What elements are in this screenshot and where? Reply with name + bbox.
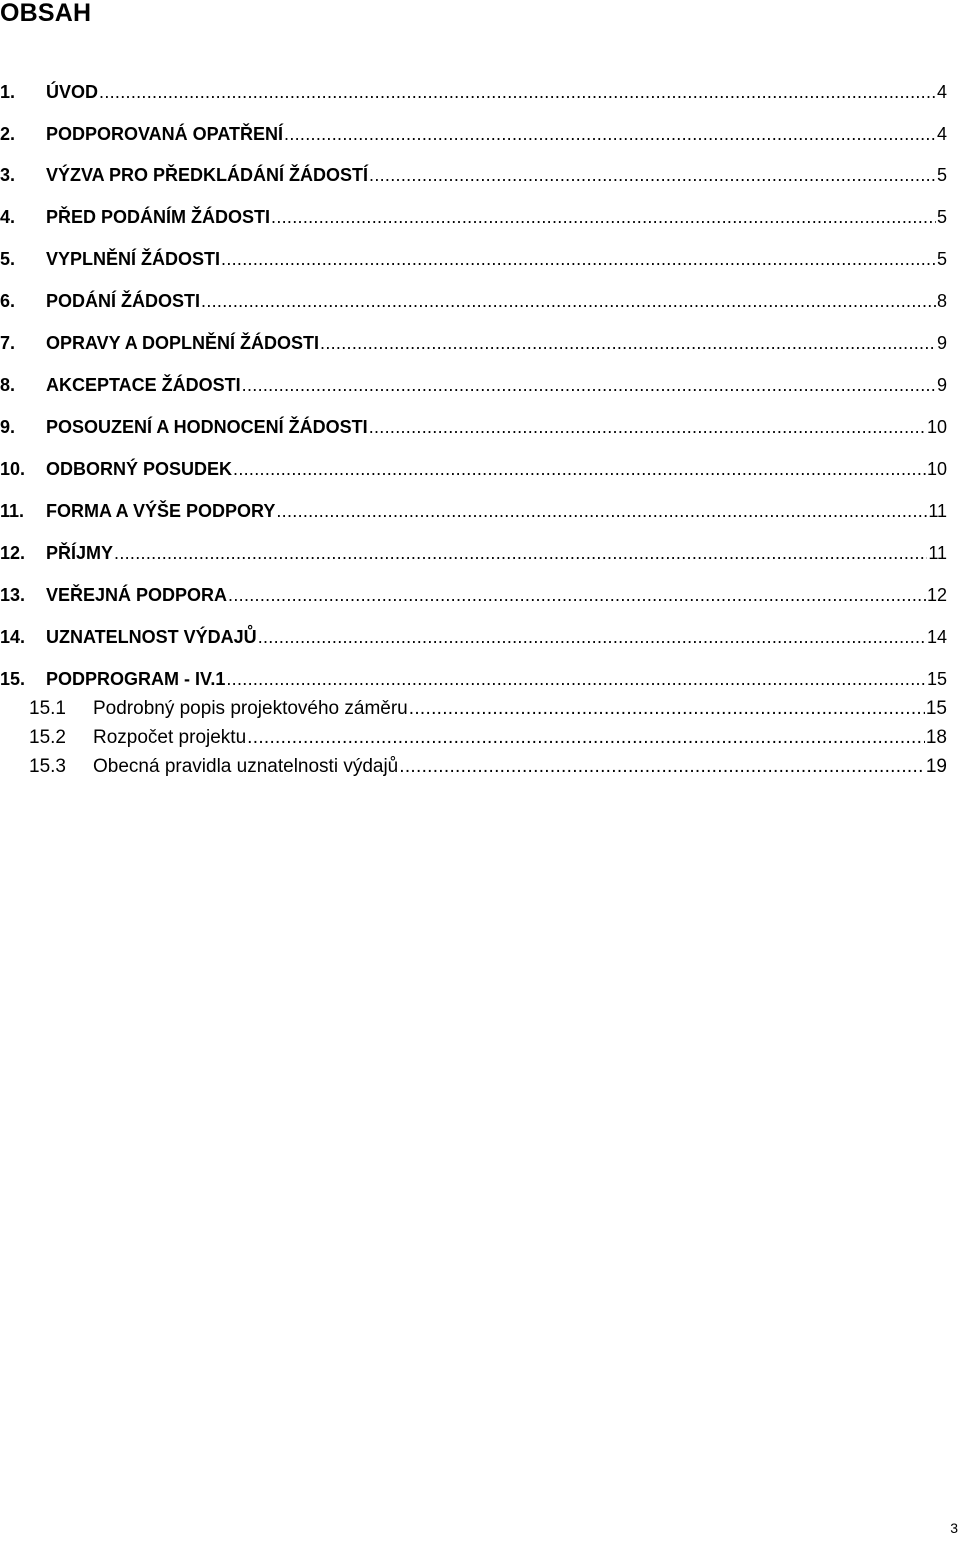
toc-entry-page: 14 bbox=[926, 627, 947, 647]
toc-entry[interactable] bbox=[0, 80, 960, 104]
toc-entry[interactable] bbox=[0, 331, 960, 355]
toc-entry-number: 11. bbox=[0, 501, 25, 521]
toc-entry-number: 7. bbox=[0, 333, 16, 353]
toc-entry[interactable] bbox=[0, 247, 960, 271]
dot-leader bbox=[276, 499, 927, 523]
toc-entry-number: 15.3 bbox=[29, 756, 66, 777]
dot-leader bbox=[247, 726, 925, 750]
dot-leader bbox=[233, 457, 926, 481]
dot-leader bbox=[369, 415, 926, 439]
toc-entry[interactable] bbox=[0, 205, 960, 229]
toc-entry[interactable] bbox=[0, 122, 960, 146]
toc-entry[interactable] bbox=[0, 583, 960, 607]
toc-entry-number: 5. bbox=[0, 249, 16, 269]
toc-entry-number: 13. bbox=[0, 585, 26, 605]
toc-entry-number: 10. bbox=[0, 459, 26, 479]
toc-entry-page: 10 bbox=[926, 459, 947, 479]
toc-entry-title: Podrobný popis projektového záměru bbox=[93, 698, 408, 719]
toc-entry-page: 11 bbox=[928, 501, 947, 521]
dot-leader bbox=[228, 583, 926, 607]
toc-entry-number: 15.2 bbox=[29, 727, 66, 748]
dot-leader bbox=[369, 163, 936, 187]
toc-entry-title: PODÁNÍ ŽÁDOSTI bbox=[46, 291, 201, 311]
toc-entry-page: 4 bbox=[936, 124, 947, 144]
toc-entry[interactable] bbox=[0, 163, 960, 187]
toc-entry[interactable] bbox=[0, 625, 960, 649]
toc-entry-page: 19 bbox=[925, 756, 947, 777]
toc-entry-page: 15 bbox=[926, 669, 947, 689]
toc-entry-page: 5 bbox=[936, 249, 947, 269]
toc-entry-page: 10 bbox=[926, 417, 947, 437]
toc-entry[interactable] bbox=[0, 457, 960, 481]
dot-leader bbox=[114, 541, 927, 565]
toc-entry-title: PODPOROVANÁ OPATŘENÍ bbox=[46, 124, 284, 144]
toc-entry-page: 9 bbox=[936, 333, 947, 353]
dot-leader bbox=[201, 289, 936, 313]
dot-leader bbox=[226, 667, 926, 691]
toc-entry-page: 4 bbox=[936, 82, 947, 102]
toc-entry-title: AKCEPTACE ŽÁDOSTI bbox=[46, 375, 241, 395]
toc-entry-title: ÚVOD bbox=[46, 82, 99, 102]
toc-entry-title: PŘED PODÁNÍM ŽÁDOSTI bbox=[46, 207, 271, 227]
toc-entry-title: VEŘEJNÁ PODPORA bbox=[46, 585, 228, 605]
dot-leader bbox=[258, 625, 926, 649]
toc-entry-page: 5 bbox=[936, 165, 947, 185]
toc-entry-title: Rozpočet projektu bbox=[93, 727, 247, 748]
toc-entry-number: 6. bbox=[0, 291, 16, 311]
toc-entry-page: 12 bbox=[926, 585, 947, 605]
toc-entry-title: VÝZVA PRO PŘEDKLÁDÁNÍ ŽÁDOSTÍ bbox=[46, 165, 369, 185]
dot-leader bbox=[320, 331, 936, 355]
toc-entry-title: Obecná pravidla uznatelnosti výdajů bbox=[93, 756, 399, 777]
toc-entry-title: POSOUZENÍ A HODNOCENÍ ŽÁDOSTI bbox=[46, 417, 368, 437]
toc-heading: OBSAH bbox=[0, 0, 92, 27]
toc-entry-page: 15 bbox=[925, 698, 947, 719]
toc-entry-title: FORMA A VÝŠE PODPORY bbox=[46, 501, 276, 521]
toc-entry[interactable] bbox=[0, 289, 960, 313]
toc-entry-title: ODBORNÝ POSUDEK bbox=[46, 459, 233, 479]
dot-leader bbox=[284, 122, 936, 146]
toc-entry-page: 9 bbox=[936, 375, 947, 395]
dot-leader bbox=[221, 247, 936, 271]
toc-entry-number: 3. bbox=[0, 165, 16, 185]
toc-entry[interactable] bbox=[0, 415, 960, 439]
toc-entry-page: 8 bbox=[936, 291, 947, 311]
dot-leader bbox=[409, 697, 925, 721]
toc-entry-title: PŘÍJMY bbox=[46, 543, 114, 563]
toc-entry[interactable] bbox=[0, 541, 960, 565]
toc-entry-number: 4. bbox=[0, 207, 16, 227]
toc-entry-title: OPRAVY A DOPLNĚNÍ ŽÁDOSTI bbox=[46, 333, 320, 353]
toc-entry[interactable] bbox=[0, 499, 960, 523]
toc-entry-number: 8. bbox=[0, 375, 16, 395]
toc-entry-number: 15. bbox=[0, 669, 26, 689]
toc-entry-page: 11 bbox=[928, 543, 947, 563]
toc-entry-number: 12. bbox=[0, 543, 26, 563]
toc-entry-number: 14. bbox=[0, 627, 26, 647]
toc-entry-page: 18 bbox=[925, 727, 947, 748]
dot-leader bbox=[399, 755, 925, 779]
toc-entry-number: 15.1 bbox=[29, 698, 66, 719]
toc-subentry[interactable] bbox=[0, 726, 960, 750]
toc-entry-number: 9. bbox=[0, 417, 16, 437]
toc-entry[interactable] bbox=[0, 373, 960, 397]
dot-leader bbox=[99, 80, 936, 104]
dot-leader bbox=[242, 373, 936, 397]
toc-entry[interactable] bbox=[0, 667, 960, 691]
toc-entry-number: 2. bbox=[0, 124, 16, 144]
toc-entry-title: VYPLNĚNÍ ŽÁDOSTI bbox=[46, 249, 221, 269]
toc-entry-title: UZNATELNOST VÝDAJŮ bbox=[46, 627, 257, 647]
toc-entry-title: PODPROGRAM - IV.1 bbox=[46, 669, 226, 689]
toc-subentry[interactable] bbox=[0, 755, 960, 779]
page-number: 3 bbox=[950, 1520, 958, 1536]
toc-entry-page: 5 bbox=[936, 207, 947, 227]
toc-entry-number: 1. bbox=[0, 82, 16, 102]
toc-subentry[interactable] bbox=[0, 697, 960, 721]
dot-leader bbox=[271, 205, 936, 229]
